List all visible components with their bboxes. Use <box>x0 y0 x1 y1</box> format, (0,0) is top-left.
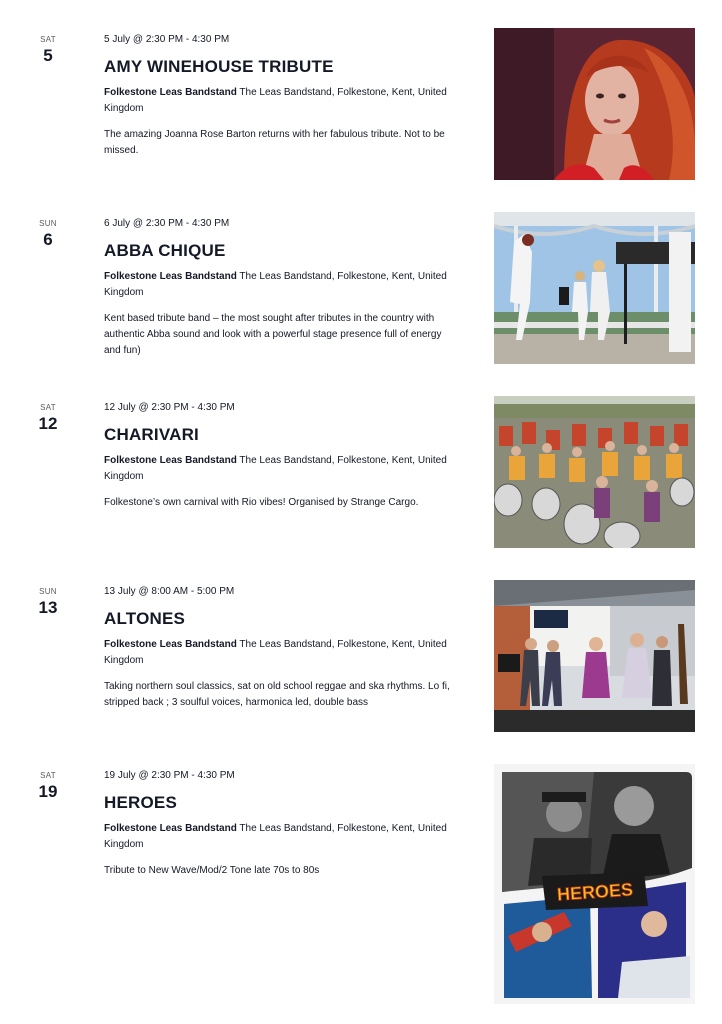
event-description: Kent based tribute band – the most sought after tributes in the country with authentic Abba sound and look with a powerful stage presence full of energy and fun) <box>104 313 442 356</box>
venue-address: The Leas Bandstand, Folkestone, Kent, United Kingdom <box>104 455 447 482</box>
event-datetime: 5 July @ 2:30 PM - 4:30 PM <box>104 34 230 45</box>
event-title-link[interactable]: AMY WINEHOUSE TRIBUTE <box>104 57 334 76</box>
event-day-number: 5 <box>43 46 53 65</box>
event-details <box>104 33 460 159</box>
event-datetime: 13 July @ 8:00 AM - 5:00 PM <box>104 586 235 597</box>
event-title-link[interactable]: CHARIVARI <box>104 425 199 444</box>
event-image[interactable] <box>494 28 695 180</box>
event-item <box>0 217 722 369</box>
event-item <box>0 33 722 185</box>
event-weekday: SAT <box>40 35 56 44</box>
event-details <box>104 769 460 879</box>
event-weekday: SUN <box>39 587 57 596</box>
event-image[interactable] <box>494 396 695 548</box>
event-details <box>104 217 460 359</box>
carnival-drummers-photo-icon <box>494 396 695 548</box>
event-day-number: 12 <box>38 414 58 433</box>
venue-name: Folkestone Leas Bandstand <box>104 823 237 834</box>
heroes-logo <box>542 872 648 910</box>
event-item <box>0 401 722 553</box>
event-description: Tribute to New Wave/Mod/2 Tone late 70s to 80s <box>104 865 320 876</box>
venue-address: The Leas Bandstand, Folkestone, Kent, United Kingdom <box>104 639 447 666</box>
event-date <box>28 585 68 618</box>
event-venue <box>104 85 460 117</box>
event-weekday: SAT <box>40 771 56 780</box>
event-venue <box>104 269 460 301</box>
event-date <box>28 401 68 434</box>
venue-name: Folkestone Leas Bandstand <box>104 639 237 650</box>
heroes-logo-text: HEROES <box>556 879 634 905</box>
event-title-link[interactable]: HEROES <box>104 793 177 812</box>
event-venue <box>104 821 460 853</box>
event-date <box>28 769 68 802</box>
event-datetime: 12 July @ 2:30 PM - 4:30 PM <box>104 402 235 413</box>
event-description: Folkestone’s own carnival with Rio vibes! Organised by Strange Cargo. <box>104 497 419 508</box>
event-day-number: 6 <box>43 230 53 249</box>
event-datetime: 6 July @ 2:30 PM - 4:30 PM <box>104 218 230 229</box>
event-item <box>0 585 722 737</box>
event-date <box>28 33 68 66</box>
event-description: The amazing Joanna Rose Barton returns with her fabulous tribute. Not to be missed. <box>104 129 445 156</box>
venue-address: The Leas Bandstand, Folkestone, Kent, United Kingdom <box>104 823 447 850</box>
event-title-link[interactable]: ALTONES <box>104 609 186 628</box>
event-day-number: 19 <box>38 782 58 801</box>
venue-name: Folkestone Leas Bandstand <box>104 271 237 282</box>
event-venue <box>104 453 460 485</box>
event-image[interactable] <box>494 580 695 732</box>
band-on-stage-photo-icon <box>494 212 695 364</box>
event-datetime: 19 July @ 2:30 PM - 4:30 PM <box>104 770 235 781</box>
portrait-photo-icon <box>494 28 695 180</box>
band-collage-poster-icon <box>494 764 695 1004</box>
event-description: Taking northern soul classics, sat on old school reggae and ska rhythms. Lo fi, stripped back ; 3 soulful voices, harmonica led, double bass <box>104 681 450 708</box>
event-date <box>28 217 68 250</box>
venue-address: The Leas Bandstand, Folkestone, Kent, United Kingdom <box>104 87 447 114</box>
event-details <box>104 585 460 711</box>
event-details <box>104 401 460 511</box>
event-day-number: 13 <box>38 598 58 617</box>
event-weekday: SAT <box>40 403 56 412</box>
event-venue <box>104 637 460 669</box>
band-performing-photo-icon <box>494 580 695 732</box>
event-item <box>0 769 722 1009</box>
venue-address: The Leas Bandstand, Folkestone, Kent, United Kingdom <box>104 271 447 298</box>
venue-name: Folkestone Leas Bandstand <box>104 87 237 98</box>
event-image[interactable] <box>494 212 695 364</box>
event-title-link[interactable]: ABBA CHIQUE <box>104 241 226 260</box>
venue-name: Folkestone Leas Bandstand <box>104 455 237 466</box>
event-image[interactable] <box>494 764 695 1004</box>
event-weekday: SUN <box>39 219 57 228</box>
